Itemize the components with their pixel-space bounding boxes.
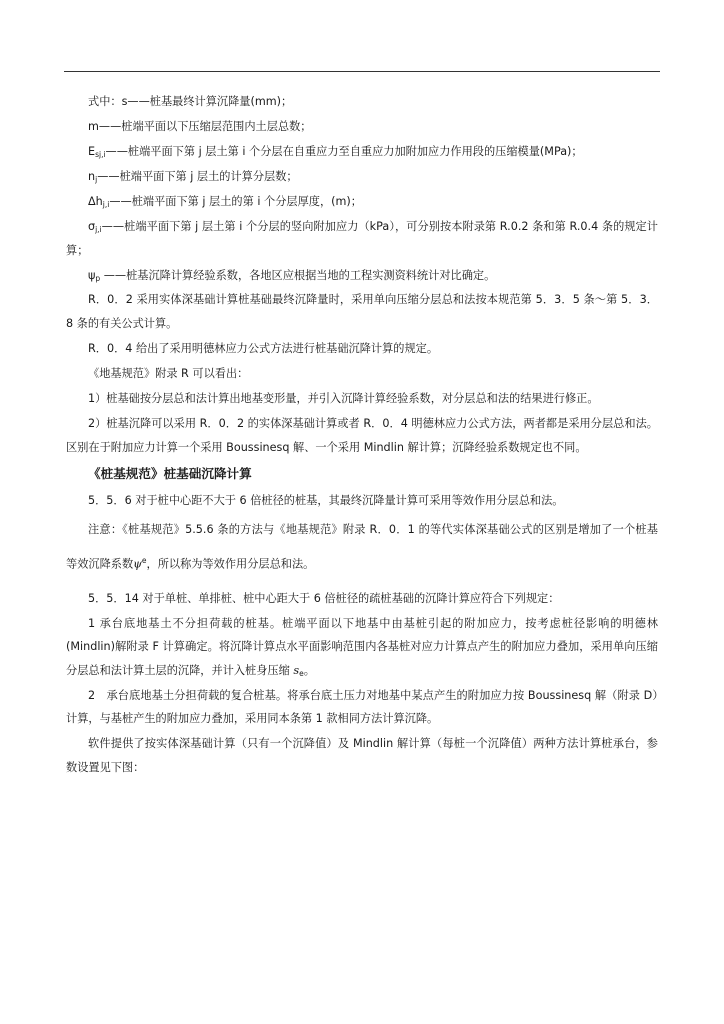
symbol-psi-e: ψ — [133, 557, 142, 571]
text-dh: ——桩端平面下第 j 层土的第 i 个分层厚度，(m)； — [109, 194, 362, 208]
para-nj-def — [66, 165, 658, 189]
para-r02: R．0．2 采用实体深基础计算桩基础最终沉降量时，采用单向压缩分层总和法按本规范第 5．3．5 条～第 5．3．8 条的有关公式计算。 — [66, 293, 658, 331]
text-sigma: ——桩端平面下第 j 层土第 i 个分层的竖向附加应力（kPa），可分别按本附录第 R.0.2 条和第 R.0.4 条的规定计算； — [66, 219, 658, 257]
para-point-2: 2）桩基沉降可以采用 R．0．2 的实体深基础计算或者 R．0．4 明德林应力公式方法，两者都是采用分层总和法。区别在于附加应力计算一个采用 Boussinesq 解、一个采用 Mindlin 解计算；沉降经验系数规定也不同。 — [66, 417, 658, 454]
subscript-ji-2: j,i — [95, 224, 102, 234]
document-body — [66, 90, 658, 781]
para-r04: R．0．4 给出了采用明德林应力公式方法进行桩基础沉降计算的规定。 — [88, 342, 439, 356]
para-note — [66, 514, 658, 580]
para-formula-intro: 式中：s——桩基最终计算沉降量(mm)； — [88, 95, 293, 108]
symbol-n: n — [88, 169, 96, 183]
superscript-e: e — [141, 555, 147, 565]
para-esji-def — [66, 140, 658, 164]
subscript-sji: sj,i — [95, 149, 106, 159]
subscript-e: e — [299, 668, 304, 678]
text-item-1-end: 。 — [303, 663, 315, 677]
text-item-1: 1 承台底地基土不分担荷载的桩基。桩端平面以下地基中由基桩引起的附加应力，按考虑桩径影响的明德林(Mindlin)解附录 F 计算确定。将沉降计算点水平面影响范围内各基桩对应力计算点产生的附加应力叠加，采用单向压缩分层总和法计算土层的沉降，并计入桩身压缩 — [66, 616, 658, 677]
text-note-end: ，所以称为等效作用分层总和法。 — [146, 557, 315, 571]
symbol-s: s — [293, 663, 300, 677]
subscript-ji: j,i — [102, 199, 110, 209]
para-psi-def — [66, 264, 658, 288]
subscript-p: p — [95, 273, 101, 283]
para-item-2: 2 承台底地基土分担荷载的复合桩基。将承台底土压力对地基中某点产生的附加应力按 Boussinesq 解（附录 D）计算，与基桩产生的附加应力叠加，采用同本条第 1 款相同方法计算沉降。 — [66, 688, 658, 726]
para-m-def: m——桩端平面以下压缩层范围内土层总数； — [88, 119, 312, 133]
para-item-1 — [66, 612, 658, 683]
text-nj: ——桩端平面下第 j 层土的计算分层数； — [97, 169, 298, 183]
subscript-j: j — [95, 174, 98, 184]
para-appendix-r: 《地基规范》附录 R 可以看出： — [88, 367, 249, 381]
symbol-dh: Δh — [88, 194, 103, 208]
symbol-psi: ψ — [88, 268, 96, 282]
text-esji: ——桩端平面下第 j 层土第 i 个分层在自重应力至自重应力加附加应力作用段的压缩模量(MPa)； — [105, 144, 583, 158]
text-note: 注意：《桩基规范》5.5.6 条的方法与《地基规范》附录 R．0．1 的等代实体深基础公式的区别是增加了一个桩基等效沉降系数 — [66, 522, 658, 571]
para-software: 软件提供了按实体深基础计算（只有一个沉降值）及 Mindlin 解计算（每桩一个沉降值）两种方法计算桩承台，参数设置见下图： — [66, 737, 658, 775]
para-point-1: 1）桩基础按分层总和法计算出地基变形量，并引入沉降计算经验系数，对分层总和法的结果进行修正。 — [88, 392, 599, 406]
section-heading: 《桩基规范》桩基础沉降计算 — [88, 465, 252, 481]
para-sigma-def — [66, 215, 658, 262]
text-psi: ——桩基沉降计算经验系数，各地区应根据当地的工程实测资料统计对比确定。 — [100, 268, 496, 282]
symbol-e: E — [88, 144, 96, 158]
header-rule — [64, 71, 660, 72]
para-556: 5．5．6 对于桩中心距不大于 6 倍桩径的桩基，其最终沉降量计算可采用等效作用分层总和法。 — [88, 493, 564, 507]
para-dh-def — [66, 190, 658, 214]
para-5514: 5．5．14 对于单桩、单排桩、桩中心距大于 6 倍桩径的疏桩基础的沉降计算应符合下列规定： — [88, 591, 560, 605]
symbol-sigma: σ — [88, 219, 96, 233]
